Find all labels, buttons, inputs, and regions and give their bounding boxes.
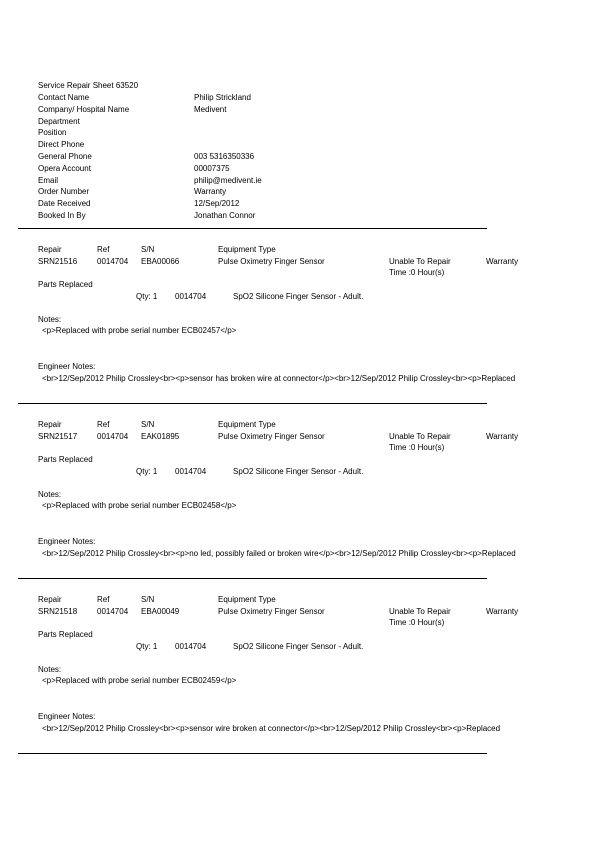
header-row-contact-name [38,92,558,104]
header-row-date-received [38,198,558,210]
repair-block [0,244,595,414]
repair-number: SRN21518 [38,607,78,616]
col-header-equipment-type: Equipment Type [218,245,276,254]
header-label: Contact Name [38,93,90,102]
repair-ref: 0014704 [97,432,129,441]
divider [18,578,487,579]
header-value: Warranty [194,187,227,197]
header-value: Jonathan Connor [194,211,256,220]
col-header-ref: Ref [97,245,110,254]
part-description: SpO2 Silicone Finger Sensor - Adult. [233,642,364,651]
col-header-repair: Repair [38,420,62,429]
header-label: General Phone [38,152,92,161]
part-ref: 0014704 [175,467,207,476]
repair-status: Unable To Repair [389,257,451,266]
repair-serial: EBA00049 [141,607,180,616]
header-label: Opera Account [38,163,91,173]
header-row-position [38,127,558,139]
header-row-company [38,104,558,116]
parts-replaced-label: Parts Replaced [38,630,93,639]
col-header-repair: Repair [38,595,62,604]
header-row-email [38,175,558,187]
header-row-department [38,116,558,128]
repair-equipment: Pulse Oximetry Finger Sensor [218,257,325,266]
part-ref: 0014704 [175,642,207,651]
header-row-opera-account [38,163,558,175]
header-value: 003 5316350336 [194,152,255,161]
repair-ref: 0014704 [97,607,129,616]
header-label: Position [38,128,67,138]
header-row-order-number [38,186,558,198]
notes-text: <p>Replaced with probe serial number ECB02458</p> [42,501,237,510]
header-value: philip@medivent.ie [194,175,262,185]
col-header-ref: Ref [97,420,110,429]
header-row-direct-phone [38,139,558,151]
header-label: Direct Phone [38,140,85,150]
notes-label: Notes: [38,490,62,499]
repair-block [0,419,595,589]
notes-label: Notes: [38,315,62,324]
part-description: SpO2 Silicone Finger Sensor - Adult. [233,467,364,476]
header-value: Philip Strickland [194,93,251,102]
repair-warranty: Warranty [486,257,519,266]
header-label: Order Number [38,187,90,197]
repair-equipment: Pulse Oximetry Finger Sensor [218,432,325,441]
repair-equipment: Pulse Oximetry Finger Sensor [218,607,325,616]
header-row-booked-in-by [38,210,558,222]
col-header-equipment-type: Equipment Type [218,595,276,604]
header-value: Medivent [194,104,227,114]
header-label: Booked In By [38,211,86,220]
engineer-notes-text: <br>12/Sep/2012 Philip Crossley<br><p>sensor has broken wire at connector</p><br>12/Sep/2012 Philip Crossley<br><p>Replaced [42,374,516,383]
col-header-sn: S/N [141,245,155,254]
repair-block [0,594,595,764]
col-header-equipment-type: Equipment Type [218,420,276,429]
header-value: 00007375 [194,163,230,173]
repair-warranty: Warranty [486,432,519,441]
notes-label: Notes: [38,665,62,674]
col-header-sn: S/N [141,420,155,429]
notes-text: <p>Replaced with probe serial number ECB02457</p> [42,326,237,335]
header-label: Department [38,116,80,126]
repair-serial: EBA00066 [141,257,180,266]
notes-text: <p>Replaced with probe serial number ECB02459</p> [42,676,237,685]
part-qty: Qty: 1 [136,642,158,651]
header-label: Company/ Hospital Name [38,104,130,114]
part-qty: Qty: 1 [136,292,158,301]
repair-warranty: Warranty [486,607,519,616]
parts-replaced-label: Parts Replaced [38,280,93,289]
col-header-repair: Repair [38,245,62,254]
part-ref: 0014704 [175,292,207,301]
divider [18,228,487,229]
repair-ref: 0014704 [97,257,129,266]
repair-time: Time :0 Hour(s) [389,618,445,627]
repair-time: Time :0 Hour(s) [389,443,445,452]
repair-time: Time :0 Hour(s) [389,268,445,277]
engineer-notes-text: <br>12/Sep/2012 Philip Crossley<br><p>sensor wire broken at connector</p><br>12/Sep/2012 Philip Crossley<br><p>Replaced [42,724,501,733]
col-header-sn: S/N [141,595,155,604]
divider [18,403,487,404]
part-description: SpO2 Silicone Finger Sensor - Adult. [233,292,364,301]
divider [18,753,487,754]
header-label: Email [38,175,59,185]
part-qty: Qty: 1 [136,467,158,476]
parts-replaced-label: Parts Replaced [38,455,93,464]
col-header-ref: Ref [97,595,110,604]
engineer-notes-label: Engineer Notes: [38,712,96,721]
header-value: 12/Sep/2012 [194,199,240,209]
engineer-notes-label: Engineer Notes: [38,537,96,546]
repair-status: Unable To Repair [389,607,451,616]
header-row-general-phone [38,151,558,163]
engineer-notes-text: <br>12/Sep/2012 Philip Crossley<br><p>no led, possibly failed or broken wire</p><br>12/Sep/2012 Philip Crossley<br><p>Replaced [42,549,516,558]
repair-serial: EAK01895 [141,432,180,441]
engineer-notes-label: Engineer Notes: [38,362,96,371]
repair-number: SRN21516 [38,257,78,266]
header-label: Date Received [38,199,91,209]
repair-status: Unable To Repair [389,432,451,441]
sheet-title: Service Repair Sheet 63520 [38,81,139,90]
repair-number: SRN21517 [38,432,78,441]
